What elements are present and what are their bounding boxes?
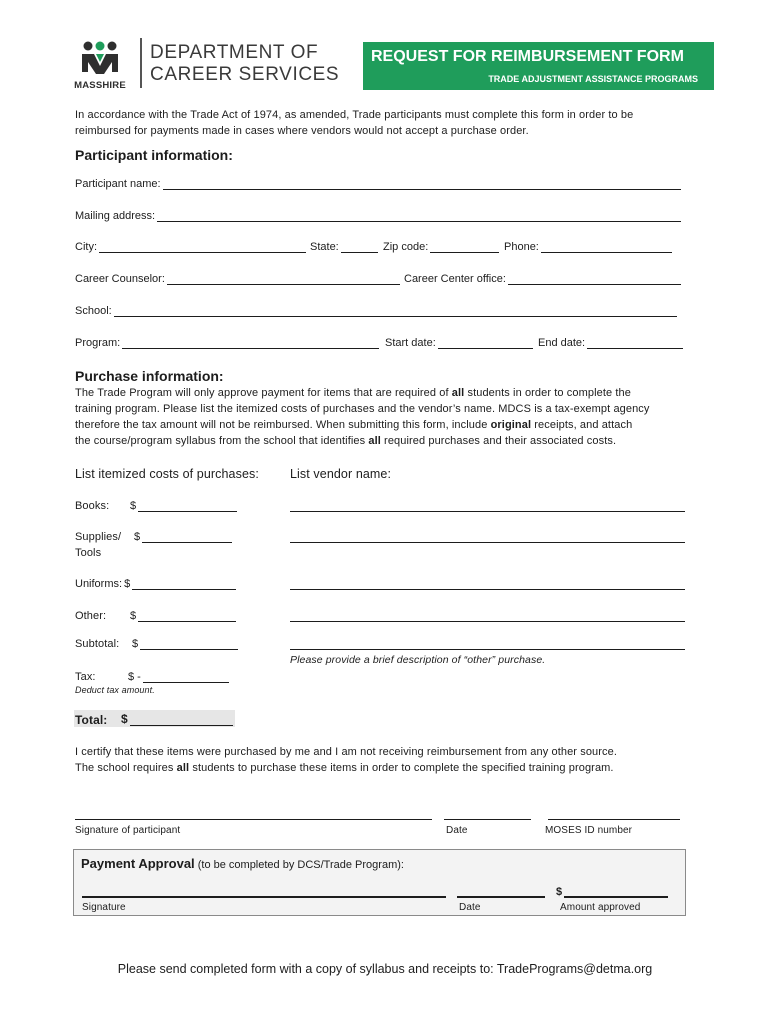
participant-date-field[interactable] [444, 819, 531, 820]
approval-signature-label: Signature [82, 902, 126, 913]
participant-heading: Participant information: [75, 147, 233, 163]
start-date-field[interactable]: Start date: [385, 337, 535, 349]
purchase-heading: Purchase information: [75, 368, 224, 384]
purchase-paragraph-line1: The Trade Program will only approve payment for items that are required of all students in order to complete the [75, 387, 631, 399]
supplies-label: Supplies/ [75, 531, 122, 543]
other-description-field[interactable] [290, 649, 685, 650]
moses-id-label: MOSES ID number [545, 825, 633, 836]
certify-line1: I certify that these items were purchased by me and I am not receiving reimbursement from any other source. [75, 746, 617, 758]
certify-line2: The school requires all students to purchase these items in order to complete the specified training program. [75, 762, 614, 774]
payment-approval-heading: Payment Approval (to be completed by DCS/Trade Program): [81, 856, 404, 871]
logo-wordmark: MASSHIRE [74, 80, 126, 91]
total-amount-field[interactable]: $ [121, 712, 235, 726]
tax-amount-field[interactable]: $ - [128, 671, 231, 683]
other-purchase-note: Please provide a brief description of “other” purchase. [290, 654, 546, 666]
tax-note: Deduct tax amount. [75, 685, 155, 695]
zip-code-field[interactable]: Zip code: [383, 241, 501, 253]
approval-date-label: Date [459, 902, 481, 913]
form-title: REQUEST FOR REIMBURSEMENT FORM [371, 48, 684, 65]
books-cost-field[interactable]: $ [130, 500, 239, 512]
amount-approved-label: Amount approved [560, 902, 641, 913]
amount-approved-field[interactable]: $ [556, 885, 670, 898]
purchase-paragraph-line2: training program. Please list the itemized costs of purchases and the vendor’s name. MDCS is a tax-exempt agency [75, 403, 650, 415]
other-vendor-field[interactable] [290, 621, 685, 622]
books-label: Books: [75, 500, 110, 512]
other-label: Other: [75, 610, 107, 622]
subtotal-label: Subtotal: [75, 638, 120, 650]
participant-date-label: Date [446, 825, 468, 836]
form-subtitle: TRADE ADJUSTMENT ASSISTANCE PROGRAMS [488, 74, 698, 84]
footer-instructions: Please send completed form with a copy of syllabus and receipts to: TradePrograms@detma.org [117, 962, 653, 976]
intro-line2: reimbursed for payments made in cases where vendors would not accept a purchase order. [75, 125, 529, 137]
logo-divider [140, 38, 142, 88]
costs-column-header: List itemized costs of purchases: [75, 467, 259, 481]
intro-line1: In accordance with the Trade Act of 1974, as amended, Trade participants must complete this form in order to be [75, 109, 634, 121]
purchase-paragraph-line3: therefore the tax amount will not be reimbursed. When submitting this form, include original receipts, and attach [75, 419, 633, 431]
mailing-address-field[interactable]: Mailing address: [75, 210, 683, 222]
city-field[interactable]: City: [75, 241, 308, 253]
state-field[interactable]: State: [310, 241, 380, 253]
form-title-banner [363, 42, 714, 90]
subtotal-cost-field[interactable]: $ [132, 638, 240, 650]
total-label: Total: [75, 713, 108, 727]
approval-signature-field[interactable] [82, 896, 446, 898]
payment-approval-box [73, 849, 686, 916]
purchase-paragraph-line4: the course/program syllabus from the school that identifies all required purchases and their associated costs. [75, 435, 617, 447]
career-center-office-field[interactable]: Career Center office: [404, 273, 683, 285]
program-field[interactable]: Program: [75, 337, 381, 349]
department-name-line1: DEPARTMENT OF [150, 42, 319, 63]
other-cost-field[interactable]: $ [130, 610, 238, 622]
tools-label: Tools [75, 547, 102, 559]
books-vendor-field[interactable] [290, 511, 685, 512]
school-field[interactable]: School: [75, 305, 679, 317]
department-name-line2: CAREER SERVICES [150, 64, 340, 85]
end-date-field[interactable]: End date: [538, 337, 685, 349]
supplies-vendor-field[interactable] [290, 542, 685, 543]
uniforms-vendor-field[interactable] [290, 589, 685, 590]
masshire-logo [68, 40, 132, 94]
moses-id-field[interactable] [548, 819, 680, 820]
uniforms-cost-field[interactable]: Uniforms: $ [75, 578, 238, 590]
tax-label: Tax: [75, 671, 96, 683]
vendor-column-header: List vendor name: [290, 467, 392, 481]
phone-field[interactable]: Phone: [504, 241, 674, 253]
participant-signature-field[interactable] [75, 819, 432, 820]
career-counselor-field[interactable]: Career Counselor: [75, 273, 402, 285]
participant-signature-label: Signature of participant [75, 825, 181, 836]
approval-date-field[interactable] [457, 896, 545, 898]
participant-name-field[interactable]: Participant name: [75, 178, 683, 190]
supplies-cost-field[interactable]: $ [134, 531, 234, 543]
